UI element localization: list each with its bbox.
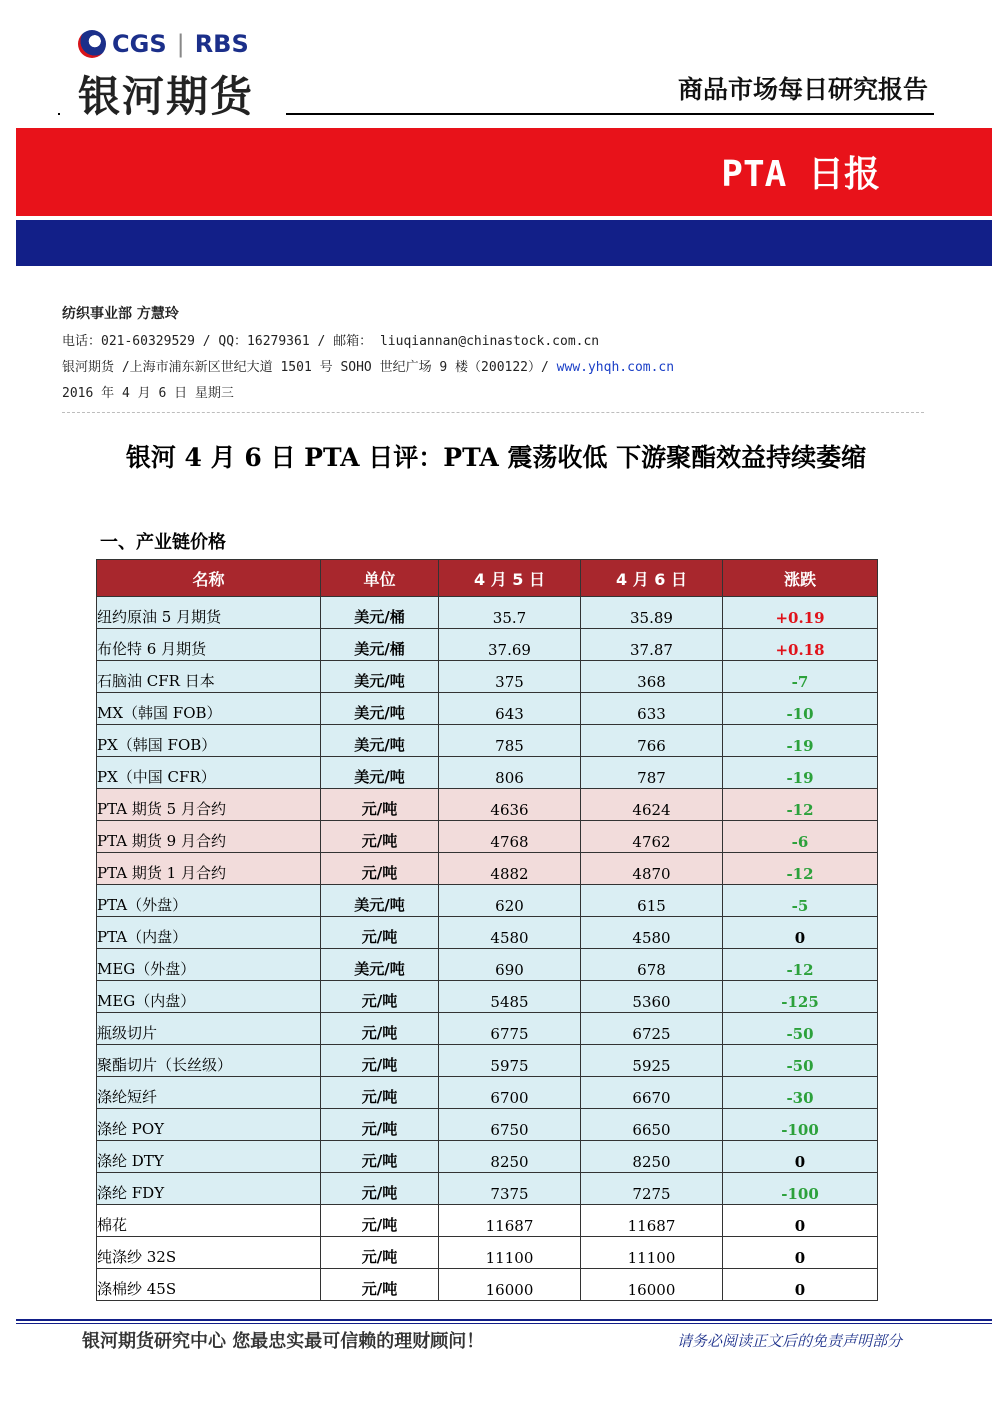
cell-unit: 元/吨 xyxy=(321,1077,439,1109)
cell-change: 0 xyxy=(723,1205,878,1237)
table-row xyxy=(97,1269,878,1301)
table-row xyxy=(97,1077,878,1109)
cell-name: 石脑油 CFR 日本 xyxy=(97,661,321,693)
cell-apr6: 4870 xyxy=(581,853,723,885)
cell-unit: 美元/吨 xyxy=(321,693,439,725)
table-row xyxy=(97,1237,878,1269)
cell-apr6: 678 xyxy=(581,949,723,981)
cell-apr6: 6725 xyxy=(581,1013,723,1045)
cell-apr6: 368 xyxy=(581,661,723,693)
logo-rbs-text: RBS xyxy=(194,30,249,58)
cell-change: -19 xyxy=(723,725,878,757)
table-row xyxy=(97,693,878,725)
cell-apr5: 4636 xyxy=(439,789,581,821)
cell-apr5: 8250 xyxy=(439,1141,581,1173)
cell-apr5: 5485 xyxy=(439,981,581,1013)
cell-apr5: 375 xyxy=(439,661,581,693)
cell-unit: 美元/吨 xyxy=(321,757,439,789)
cell-name: PTA 期货 9 月合约 xyxy=(97,821,321,853)
cell-apr5: 11100 xyxy=(439,1237,581,1269)
col-header-unit: 单位 xyxy=(321,560,439,597)
table-row xyxy=(97,1045,878,1077)
cell-apr5: 4580 xyxy=(439,917,581,949)
cell-change: -10 xyxy=(723,693,878,725)
cell-name: 涤棉纱 45S xyxy=(97,1269,321,1301)
footer-rule-thin xyxy=(16,1323,992,1324)
cell-unit: 美元/吨 xyxy=(321,725,439,757)
footer-rule xyxy=(16,1319,992,1321)
cell-apr5: 16000 xyxy=(439,1269,581,1301)
cell-change: -19 xyxy=(723,757,878,789)
cell-apr6: 615 xyxy=(581,885,723,917)
cell-apr6: 37.87 xyxy=(581,629,723,661)
cell-change: -50 xyxy=(723,1013,878,1045)
cell-apr5: 620 xyxy=(439,885,581,917)
cell-change: -125 xyxy=(723,981,878,1013)
cell-apr6: 4762 xyxy=(581,821,723,853)
cell-apr5: 4768 xyxy=(439,821,581,853)
table-row xyxy=(97,917,878,949)
cell-apr5: 4882 xyxy=(439,853,581,885)
table-row xyxy=(97,789,878,821)
cell-apr6: 11100 xyxy=(581,1237,723,1269)
cell-name: 聚酯切片（长丝级） xyxy=(97,1045,321,1077)
col-header-date2: 4 月 6 日 xyxy=(581,560,723,597)
cell-apr6: 633 xyxy=(581,693,723,725)
cell-apr5: 690 xyxy=(439,949,581,981)
cell-unit: 元/吨 xyxy=(321,1013,439,1045)
cell-name: 纯涤纱 32S xyxy=(97,1237,321,1269)
header-rule xyxy=(286,113,934,115)
cell-change: +0.18 xyxy=(723,629,878,661)
col-header-date1: 4 月 5 日 xyxy=(439,560,581,597)
cell-apr5: 643 xyxy=(439,693,581,725)
cell-name: 涤纶 DTY xyxy=(97,1141,321,1173)
cell-apr6: 5925 xyxy=(581,1045,723,1077)
address-line xyxy=(62,356,674,375)
cell-unit: 元/吨 xyxy=(321,853,439,885)
cell-change: -100 xyxy=(723,1109,878,1141)
cell-name: MEG（内盘） xyxy=(97,981,321,1013)
report-type-title: 商品市场每日研究报告 xyxy=(677,75,928,104)
cgs-swirl-icon xyxy=(78,30,106,58)
cell-change: -5 xyxy=(723,885,878,917)
logo-cgs-text: CGS xyxy=(112,30,167,58)
cell-change: -50 xyxy=(723,1045,878,1077)
cell-name: 棉花 xyxy=(97,1205,321,1237)
table-row xyxy=(97,629,878,661)
table-row xyxy=(97,1205,878,1237)
cell-apr6: 7275 xyxy=(581,1173,723,1205)
cell-unit: 元/吨 xyxy=(321,821,439,853)
cell-change: 0 xyxy=(723,1269,878,1301)
cell-apr5: 6775 xyxy=(439,1013,581,1045)
cell-unit: 美元/吨 xyxy=(321,885,439,917)
blue-band xyxy=(16,220,992,266)
cell-unit: 元/吨 xyxy=(321,1045,439,1077)
cell-apr6: 6650 xyxy=(581,1109,723,1141)
report-headline: 银河 4 月 6 日 PTA 日评：PTA 震荡收低 下游聚酯效益持续萎缩 xyxy=(125,443,867,472)
table-row xyxy=(97,1013,878,1045)
contact-line: 电话：021-60329529 / QQ：16279361 / 邮箱： liuqiannan@chinastock.com.cn xyxy=(62,334,600,349)
table-row xyxy=(97,757,878,789)
cell-name: 涤纶 POY xyxy=(97,1109,321,1141)
table-row xyxy=(97,949,878,981)
report-date: 2016 年 4 月 6 日 星期三 xyxy=(62,386,234,401)
cell-apr6: 16000 xyxy=(581,1269,723,1301)
cell-unit: 元/吨 xyxy=(321,1237,439,1269)
cell-apr5: 11687 xyxy=(439,1205,581,1237)
footer-slogan: 银河期货研究中心 您最忠实最可信赖的理财顾问！ xyxy=(82,1331,485,1352)
cgs-rbs-logo xyxy=(78,30,249,58)
cell-apr6: 11687 xyxy=(581,1205,723,1237)
cell-name: PTA 期货 1 月合约 xyxy=(97,853,321,885)
cell-name: PX（韩国 FOB） xyxy=(97,725,321,757)
cell-name: PTA（外盘） xyxy=(97,885,321,917)
cell-change: +0.19 xyxy=(723,597,878,629)
table-row xyxy=(97,1173,878,1205)
cell-change: -12 xyxy=(723,949,878,981)
table-row xyxy=(97,981,878,1013)
cell-unit: 元/吨 xyxy=(321,1205,439,1237)
logo-separator: | xyxy=(176,30,185,58)
cell-unit: 元/吨 xyxy=(321,1141,439,1173)
cell-name: 涤纶 FDY xyxy=(97,1173,321,1205)
cell-apr6: 4624 xyxy=(581,789,723,821)
table-row xyxy=(97,853,878,885)
cell-name: MX（韩国 FOB） xyxy=(97,693,321,725)
table-row xyxy=(97,725,878,757)
cell-name: PX（中国 CFR） xyxy=(97,757,321,789)
table-header-row xyxy=(97,560,878,597)
cell-apr6: 35.89 xyxy=(581,597,723,629)
cell-apr5: 6700 xyxy=(439,1077,581,1109)
cell-change: -12 xyxy=(723,853,878,885)
cell-unit: 元/吨 xyxy=(321,917,439,949)
header-dot xyxy=(58,113,60,115)
cell-change: 0 xyxy=(723,1237,878,1269)
table-row xyxy=(97,661,878,693)
cell-change: -6 xyxy=(723,821,878,853)
cell-unit: 美元/桶 xyxy=(321,597,439,629)
cell-change: 0 xyxy=(723,917,878,949)
industry-chain-price-table xyxy=(96,559,878,1301)
col-header-change: 涨跌 xyxy=(723,560,878,597)
cell-change: -30 xyxy=(723,1077,878,1109)
address-text: 银河期货 /上海市浦东新区世纪大道 1501 号 SOHO 世纪广场 9 楼（200122）/ xyxy=(62,360,557,375)
table-row xyxy=(97,1141,878,1173)
cell-apr6: 787 xyxy=(581,757,723,789)
cell-apr5: 785 xyxy=(439,725,581,757)
cell-unit: 元/吨 xyxy=(321,1173,439,1205)
cell-name: PTA 期货 5 月合约 xyxy=(97,789,321,821)
cell-unit: 元/吨 xyxy=(321,981,439,1013)
cell-name: PTA（内盘） xyxy=(97,917,321,949)
cell-apr6: 766 xyxy=(581,725,723,757)
cell-name: 瓶级切片 xyxy=(97,1013,321,1045)
table-row xyxy=(97,885,878,917)
cell-unit: 美元/桶 xyxy=(321,629,439,661)
cell-name: 涤纶短纤 xyxy=(97,1077,321,1109)
table-row xyxy=(97,1109,878,1141)
cell-apr6: 6670 xyxy=(581,1077,723,1109)
cell-name: MEG（外盘） xyxy=(97,949,321,981)
cell-name: 纽约原油 5 月期货 xyxy=(97,597,321,629)
cell-change: -100 xyxy=(723,1173,878,1205)
cell-apr5: 35.7 xyxy=(439,597,581,629)
cell-apr5: 5975 xyxy=(439,1045,581,1077)
table-row xyxy=(97,597,878,629)
col-header-name: 名称 xyxy=(97,560,321,597)
cell-apr6: 8250 xyxy=(581,1141,723,1173)
table-row xyxy=(97,821,878,853)
cell-name: 布伦特 6 月期货 xyxy=(97,629,321,661)
cell-unit: 元/吨 xyxy=(321,1109,439,1141)
cell-apr5: 37.69 xyxy=(439,629,581,661)
section-title: 一、产业链价格 xyxy=(100,532,226,553)
cell-change: 0 xyxy=(723,1141,878,1173)
footer-disclaimer-note: 请务必阅读正文后的免责声明部分 xyxy=(676,1332,902,1350)
cell-unit: 元/吨 xyxy=(321,1269,439,1301)
author-department: 纺织事业部 方慧玲 xyxy=(62,306,179,322)
website-link[interactable]: www.yhqh.com.cn xyxy=(556,360,675,375)
cell-apr6: 4580 xyxy=(581,917,723,949)
cell-apr5: 7375 xyxy=(439,1173,581,1205)
company-logo-text: 银河期货 xyxy=(78,72,255,121)
cell-unit: 美元/吨 xyxy=(321,661,439,693)
cell-unit: 美元/吨 xyxy=(321,949,439,981)
report-band-title: PTA 日报 xyxy=(721,154,880,195)
cell-change: -7 xyxy=(723,661,878,693)
cell-apr5: 6750 xyxy=(439,1109,581,1141)
cell-change: -12 xyxy=(723,789,878,821)
cell-unit: 元/吨 xyxy=(321,789,439,821)
cell-apr5: 806 xyxy=(439,757,581,789)
cell-apr6: 5360 xyxy=(581,981,723,1013)
dashed-divider xyxy=(62,412,924,413)
